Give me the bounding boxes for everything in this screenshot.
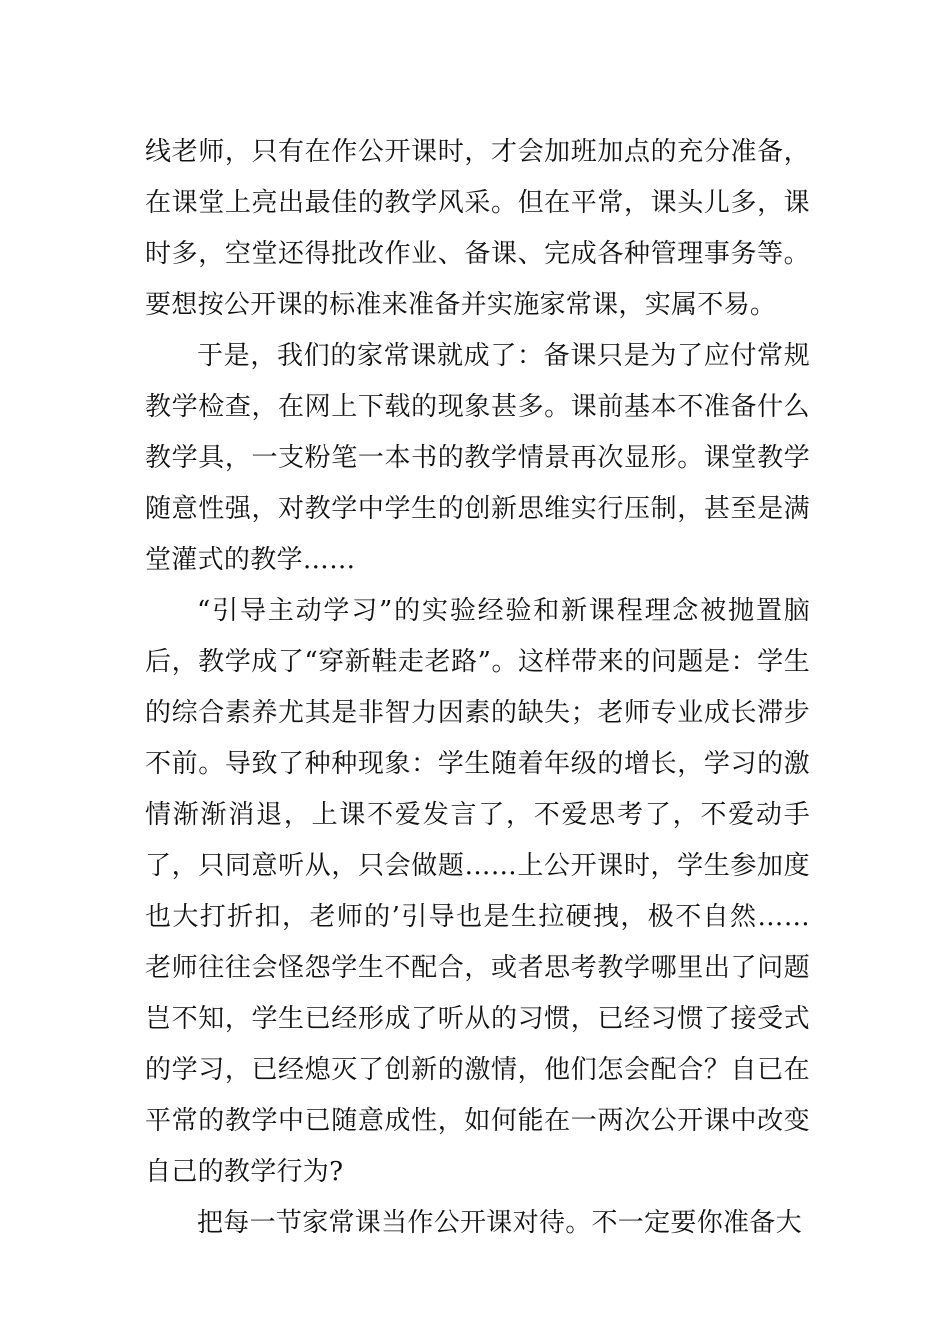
paragraph-3: “引导主动学习”的实验经验和新课程理念被抛置脑后，教学成了“穿新鞋走老路”。这样带来的问题是：学生的综合素养尤其是非智力因素的缺失；老师专业成长滞步不前。导致了种种现象：学生随着年级的增长，学习的激情渐渐消退，上课不爱发言了，不爱思考了，不爱动手了，只同意听从，只会做题……上公开课时，学生参加度也大打折扣，老师的’引导也是生拉硬拽，极不自然……老师往往会怪怨学生不配合，或者思考教学哪里出了问题岂不知，学生已经形成了听从的习惯，已经习惯了接受式的学习，已经熄灭了创新的激情，他们怎会配合？自已在平常的教学中已随意成性，如何能在一两次公开课中改变自己的教学行为? (145, 596, 810, 1187)
paragraph-2: 于是，我们的家常课就成了：备课只是为了应付常规教学检查，在网上下载的现象甚多。课前基本不准备什么教学具，一支粉笔一本书的教学情景再次显形。课堂教学随意性强，对教学中学生的创新思维实行压制，甚至是满堂灌式的教学…… (145, 341, 810, 575)
document-body (145, 127, 810, 1249)
paragraph-1: 线老师，只有在作公开课时，才会加班加点的充分准备，在课堂上亮出最佳的教学风采。但在平常，课头儿多，课时多，空堂还得批改作业、备课、完成各种管理事务等。要想按公开课的标准来准备并实施家常课，实属不易。 (145, 137, 810, 320)
paragraph-4: 把每一节家常课当作公开课对待。不一定要你准备大 (197, 1208, 802, 1238)
